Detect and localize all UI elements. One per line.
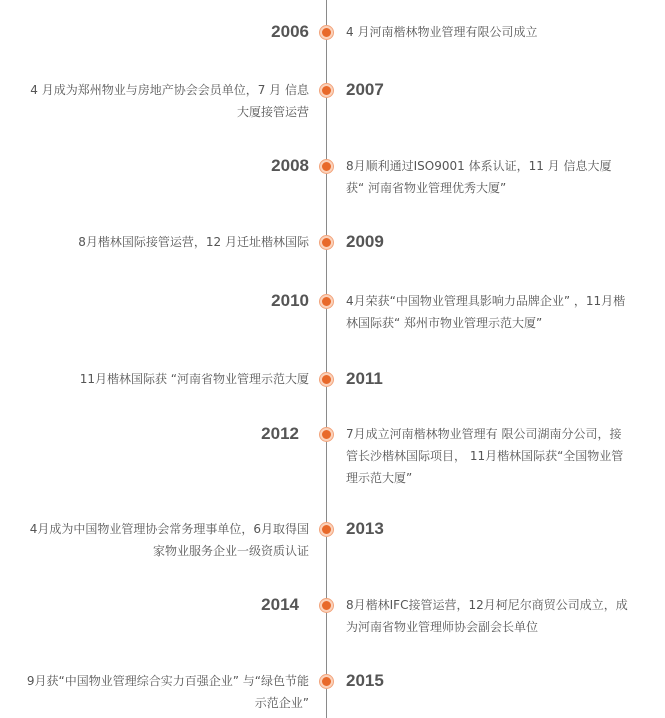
year-label: 2013 xyxy=(346,519,384,538)
year-label: 2007 xyxy=(346,80,384,99)
event-description: 8月楷林国际接管运营，12 月迁址楷林国际 xyxy=(78,235,309,249)
timeline-dot-icon xyxy=(320,373,333,386)
timeline-dot-icon xyxy=(320,599,333,612)
event-description: 4 月成为郑州物业与房地产协会会员单位，7 月 信息大厦接管运营 xyxy=(30,83,309,119)
timeline-dot-icon xyxy=(320,675,333,688)
timeline-dot-icon xyxy=(320,26,333,39)
year-label: 2011 xyxy=(346,369,383,388)
year-label: 2014 xyxy=(261,595,299,614)
timeline-dot-icon xyxy=(320,84,333,97)
event-description: 9月获“中国物业管理综合实力百强企业” 与“绿色节能示范企业” xyxy=(26,674,309,710)
year-label: 2010 xyxy=(271,291,309,310)
timeline-dot-icon xyxy=(320,160,333,173)
timeline-dot-icon xyxy=(320,236,333,249)
year-label: 2006 xyxy=(271,22,309,41)
event-description: 4月荣获“中国物业管理具影响力品牌企业” ，11月楷林国际获“ 郑州市物业管理示范大厦” xyxy=(346,294,626,330)
timeline-dot-icon xyxy=(320,295,333,308)
year-label: 2012 xyxy=(261,424,299,443)
year-label: 2008 xyxy=(271,156,309,175)
timeline-dot-icon xyxy=(320,428,333,441)
event-description: 4 月河南楷林物业管理有限公司成立 xyxy=(346,25,538,39)
timeline-dot-icon xyxy=(320,523,333,536)
year-label: 2015 xyxy=(346,671,384,690)
year-label: 2009 xyxy=(346,232,384,251)
event-description: 8月顺利通过ISO9001 体系认证，11 月 信息大厦获“ 河南省物业管理优秀大厦” xyxy=(346,159,612,195)
event-description: 8月楷林IFC接管运营，12月柯尼尔商贸公司成立，成为河南省物业管理师协会副会长单位 xyxy=(346,598,628,634)
event-description: 4月成为中国物业管理协会常务理事单位，6月取得国家物业服务企业一级资质认证 xyxy=(29,522,309,558)
event-description: 11月楷林国际获 “河南省物业管理示范大厦 xyxy=(79,372,309,386)
event-description: 7月成立河南楷林物业管理有 限公司湖南分公司，接管长沙楷林国际项目， 11月楷林国际获“全国物业管理示范大厦” xyxy=(346,427,624,485)
